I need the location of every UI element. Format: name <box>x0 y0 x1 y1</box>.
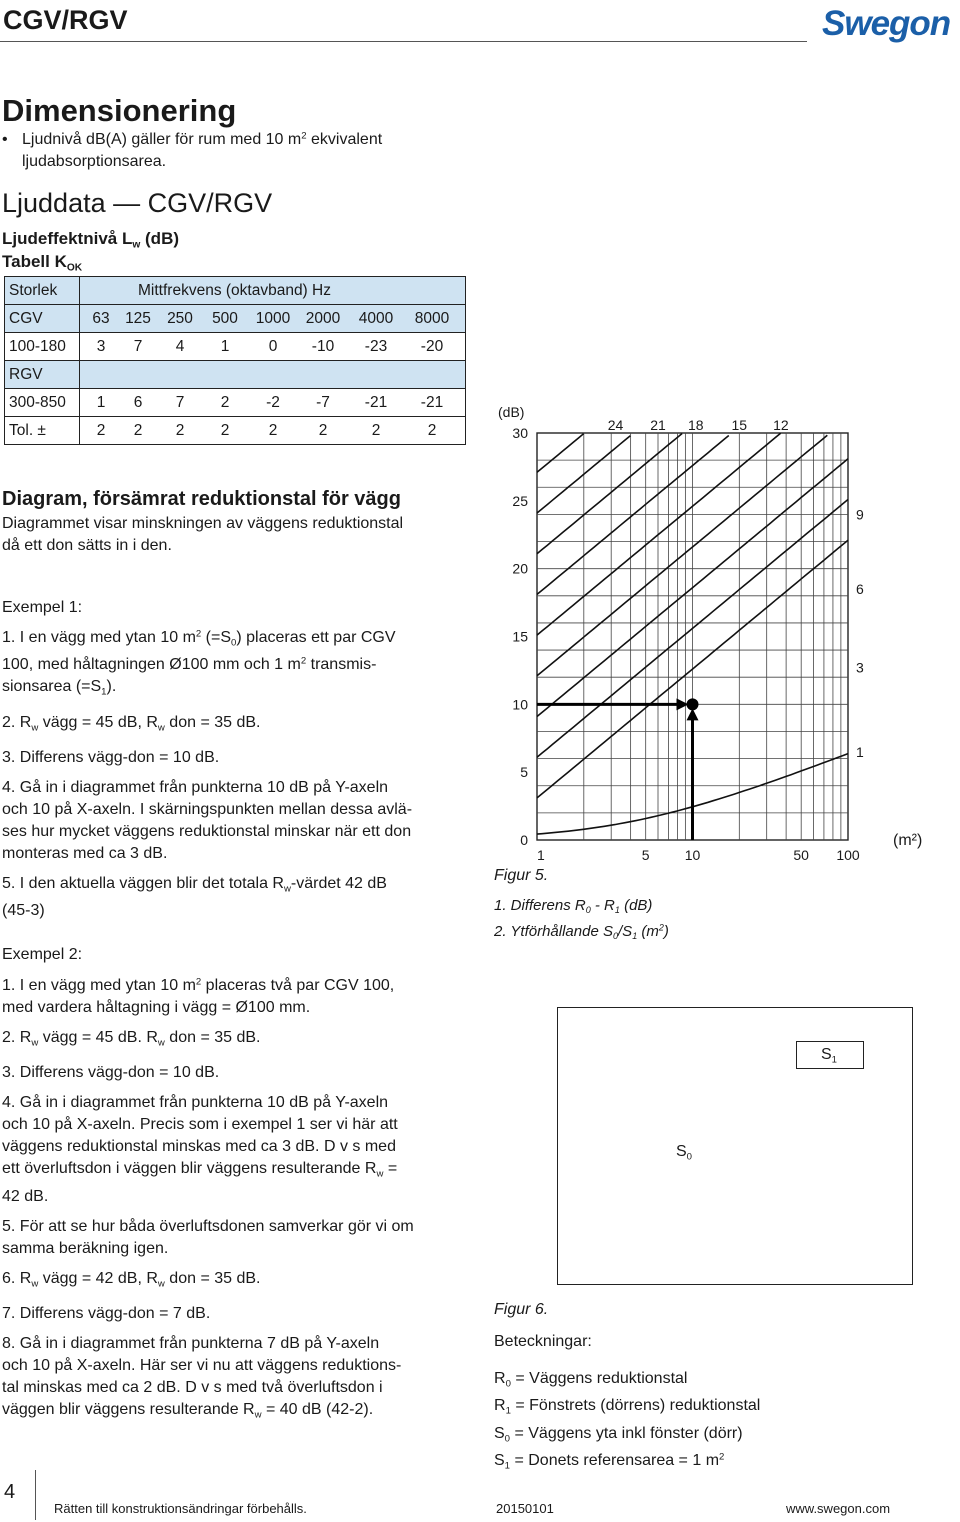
figure6-caption: Figur 6. <box>494 1301 549 1318</box>
diagram-description: Diagrammet visar minskningen av väggens reduktionstal då ett don sätts in i den. <box>2 515 404 554</box>
table-cell: Storlek <box>5 277 80 305</box>
example2-body: 1. I en vägg med ytan 10 $m^2$ placeras två par CGV 100, med vardera håltagning i vägg = Ø100 mm. 2. $R_w$ vägg = 45 dB. $R_w$ don = 35 dB. 3. Differens vägg-don = 10 dB. 4. Gå in i diagrammet från punkterna 10 dB på Y-axeln och 10 på X-axeln. Precis som i exempel 1 ser vi här att väggens reduktionstal minskas med ca 3 dB. D v s med ett överluftsdon i väggen blir väggens resulterande $R_w$ = 42 dB. 5. För att se hur båda överluftsdonen samverkar gör vi om samma beräkning igen. 6. $R_w$ vägg = 42 dB, $R_w$ don = 35 dB. 7. Differens vägg-don = 7 dB. 8. Gå in i diagrammet från punkterna 7 dB på Y-axeln och 10 på X-axeln. Här ser vi nu att väggens reduktions- tal minskas med ca 2 dB. D v s med två överluftsdon i väggen blir väggens resulterande $R_w = 40$ dB (42-2). <box>2 976 414 1421</box>
x-tick-label: 50 <box>793 847 809 863</box>
x-tick-label: 1 <box>537 847 545 863</box>
footer-rule <box>35 1470 36 1520</box>
curve-line <box>537 434 682 554</box>
ljudeffekt-subtitle: Ljudeffektnivå $L_w$ (dB) <box>2 229 180 251</box>
ljuddata-title: Ljuddata — CGV/RGV <box>2 188 273 218</box>
diagram-heading: Diagram, försämrat reduktionstal för vägg <box>2 488 401 510</box>
s1-label: $S_1$ <box>821 1046 838 1066</box>
y-tick-label: 5 <box>520 764 528 781</box>
curve-label: 24 <box>607 417 624 433</box>
value-cells: 3 7 4 1 0 -10 -23 -20 <box>80 333 466 361</box>
value-cells: 2 2 2 2 2 2 2 2 <box>80 417 466 445</box>
table-cell: RGV <box>5 361 80 389</box>
footer-rights: Rätten till konstruktionsändringar förbehålls. <box>54 1501 307 1516</box>
example1-body: 1. I en vägg med ytan 10 $m^2$ $(=S_0)$ placeras ett par CGV 100, med håltagningen Ø100 mm och 1 $m^2$ transmis- sionsarea $(=S_1)$. 2. $R_w$ vägg = 45 dB, $R_w$ don = 35 dB. 3. Differens vägg-don = 10 dB. 4. Gå in i diagrammet från punkterna 10 dB på Y-axeln och 10 på X-axeln. I skärningspunkten mellan dessa avlä- ses hur mycket väggens reduktionstal minskar när ett don monteras med ca 3 dB. 5. I den aktuella väggen blir det totala $R_w$-värdet 42 dB (45-3) <box>2 628 413 920</box>
x-tick-label: 5 <box>641 847 650 863</box>
curve-line <box>537 433 781 635</box>
footer-date: 20150101 <box>496 1501 554 1516</box>
reduction-chart <box>480 395 940 865</box>
curve-label: 1 <box>856 743 864 760</box>
section-title: Dimensionering <box>2 93 237 128</box>
table-cell: CGV <box>5 305 80 333</box>
example2-title: Exempel 2: <box>2 946 83 963</box>
curve-line <box>537 435 827 676</box>
curve-line <box>537 434 584 473</box>
y-tick-label: 30 <box>512 425 528 441</box>
table-cell: 100-180 <box>5 333 80 361</box>
curve-line <box>537 436 729 595</box>
page-number: 4 <box>4 1481 16 1503</box>
freq-cells: 63 125 250 500 1000 2000 4000 8000 <box>80 305 466 333</box>
legend-title: Beteckningar: <box>494 1333 592 1350</box>
curve-label: 6 <box>856 581 864 598</box>
sound-data-table <box>4 276 466 445</box>
figure5-caption: Figur 5. <box>494 867 549 884</box>
table-header-row <box>5 277 466 305</box>
curve-label: 21 <box>650 417 666 433</box>
table-cell: Tol. ± <box>5 417 80 445</box>
curve-label: 12 <box>773 417 789 433</box>
table-row <box>5 389 466 417</box>
table-row <box>5 417 466 445</box>
s0-label: $S_0$ <box>676 1143 693 1163</box>
bullet-note: • Ljudnivå dB(A) gäller för rum med 10 $m^2$ ekvivalent ljudabsorptionsarea. <box>2 130 383 170</box>
example1-title: Exempel 1: <box>2 599 83 616</box>
y-tick-label: 25 <box>512 492 528 509</box>
legend-list: $R_0$ = Väggens reduktionstal $R_1$ = Fönstrets (dörrens) reduktionstal $S_0$ = Väggens yta inkl fönster (dörr) $S_1$ = Donets referensarea = 1 $m^2$ <box>494 1370 761 1472</box>
y-tick-label: 10 <box>512 696 528 713</box>
swegon-logo: Swegon <box>822 4 951 43</box>
curve-label: 9 <box>856 506 864 523</box>
value-cells: 1 6 7 2 -2 -7 -21 -21 <box>80 389 466 417</box>
table-row <box>5 305 466 333</box>
x-axis-unit: (m²) <box>893 832 923 849</box>
curve-label: 15 <box>731 417 748 433</box>
y-tick-label: 0 <box>520 832 528 848</box>
x-tick-label: 10 <box>684 847 701 863</box>
document-title: CGV/RGV <box>3 5 128 35</box>
tabell-subtitle: Tabell $K_{OK}$ <box>2 252 83 274</box>
footer-website[interactable]: www.swegon.com <box>786 1501 891 1516</box>
table-cell <box>80 361 466 389</box>
curve-label: 18 <box>688 417 704 433</box>
x-tick-label: 100 <box>836 847 860 863</box>
y-axis-unit: (dB) <box>498 404 525 420</box>
table-row <box>5 333 466 361</box>
y-tick-label: 15 <box>512 628 528 645</box>
figure5-legend: 1. Differens $R_0 - R_1$ (dB) 2. Ytförhållande $S_0/S_1$ $(m^2)$ <box>494 897 669 942</box>
intersection-point <box>687 698 699 710</box>
table-cell: 300-850 <box>5 389 80 417</box>
curve-label: 3 <box>856 659 864 676</box>
table-cell: Mittfrekvens (oktavband) Hz <box>80 277 466 305</box>
table-row <box>5 361 466 389</box>
y-tick-label: 20 <box>512 560 528 577</box>
header-rule <box>0 41 807 42</box>
